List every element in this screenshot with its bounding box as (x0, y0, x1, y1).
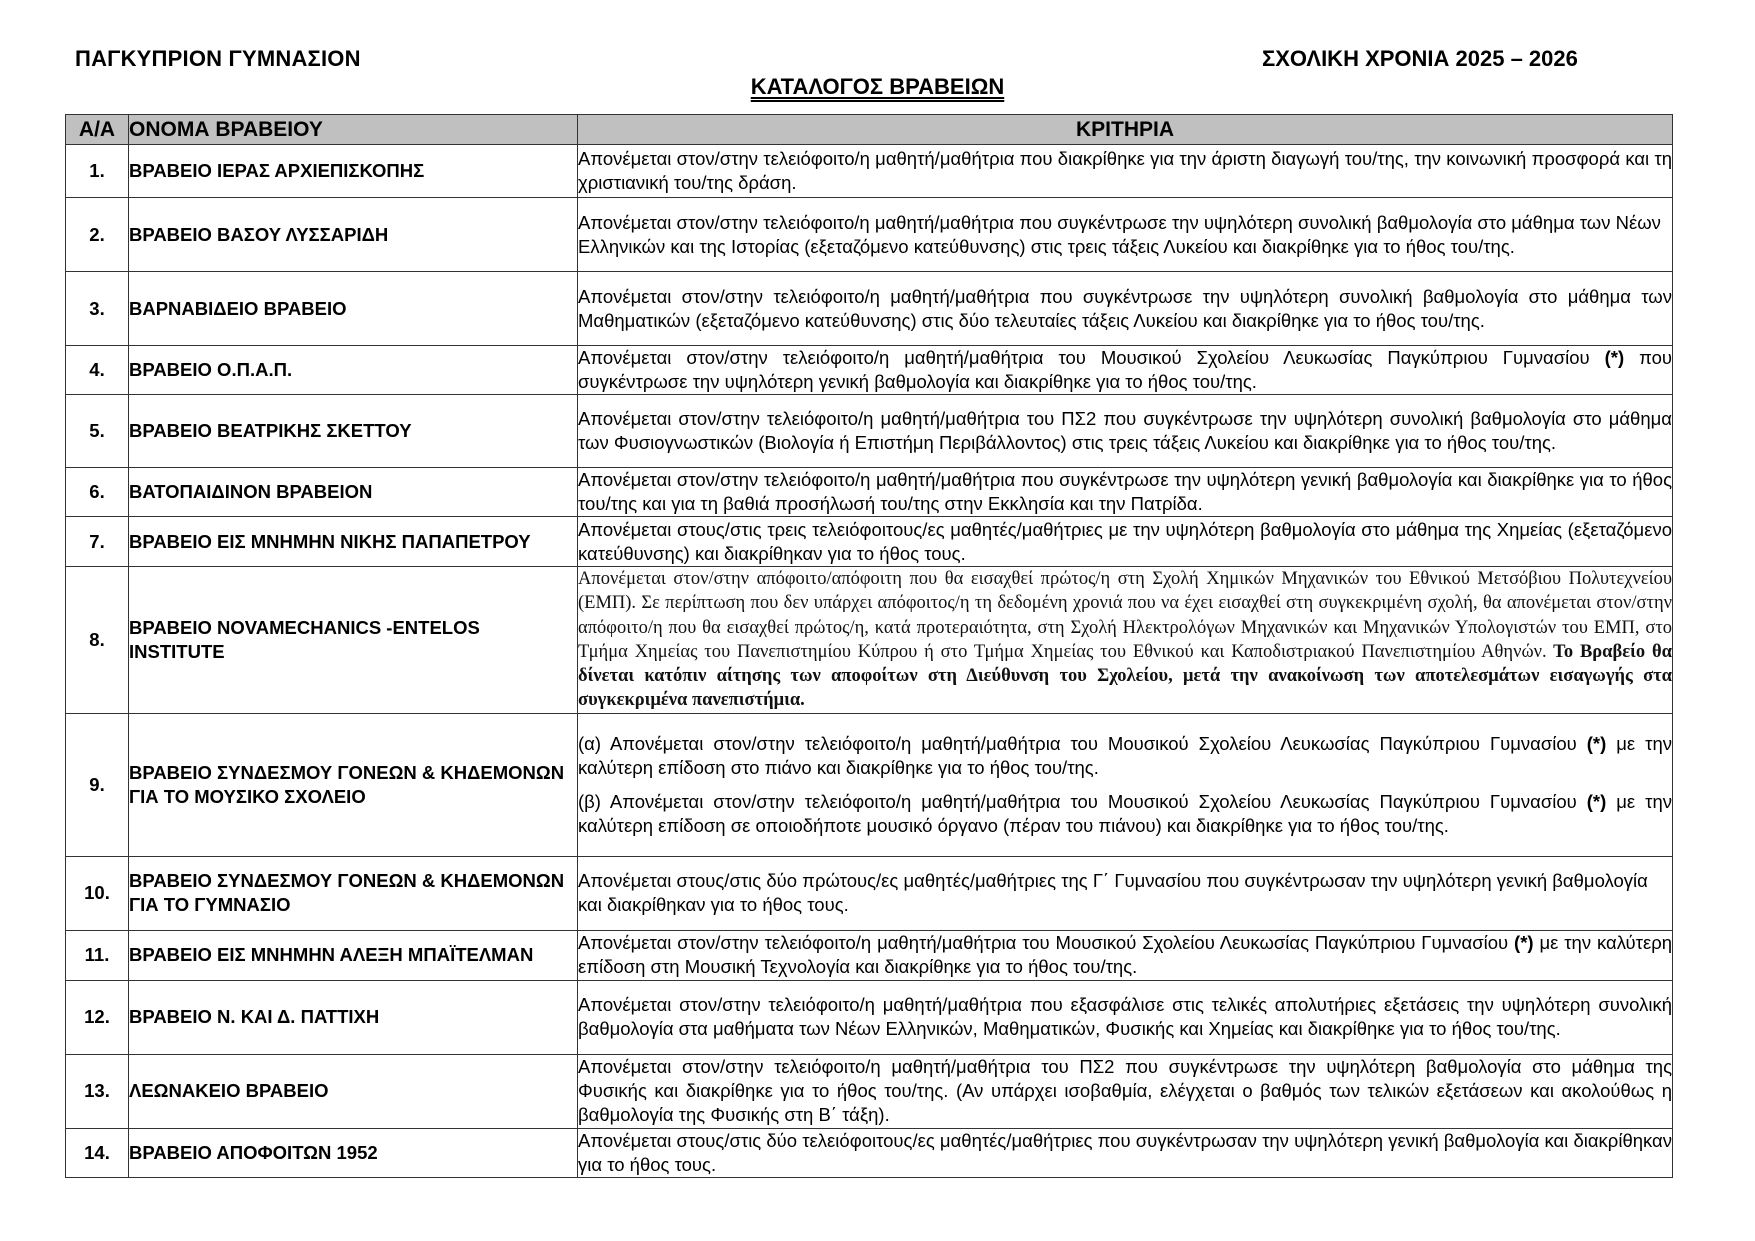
criteria-text: με την καλύτερη επίδοση στη Μουσική Τεχνολογία και διακρίθηκε για το ήθος του/της. (578, 932, 1673, 978)
criteria-text: (β) Απονέμεται στον/στην τελειόφοιτο/η μαθητή/μαθήτρια του Μουσικού Σχολείου Λευκωσίας Παγκύπριου Γυμνασίου (578, 790, 1587, 812)
award-criteria: Απονέμεται στον/στην τελειόφοιτο/η μαθητή/μαθήτρια που συγκέντρωσε την υψηλότερη συνολική βαθμολογία στο μάθημα των Μαθηματικών (εξεταζόμενο κατεύθυνσης) στις δύο τελευταίες τάξεις Λυκείου και διακρίθηκε για το ήθος του/της. (578, 272, 1673, 346)
table-row (66, 980, 1673, 1054)
row-number: 2. (66, 198, 129, 272)
row-number: 4. (66, 346, 129, 395)
column-header-criteria: ΚΡΙΤΗΡΙΑ (578, 115, 1673, 145)
criteria-part-a (578, 732, 1672, 780)
table-row (66, 145, 1673, 198)
table-row (66, 713, 1673, 856)
award-name: ΒΡΑΒΕΙΟ ΙΕΡΑΣ ΑΡΧΙΕΠΙΣΚΟΠΗΣ (129, 145, 578, 198)
award-criteria: Απονέμεται στον/στην τελειόφοιτο/η μαθητή/μαθήτρια που διακρίθηκε για την άριστη διαγωγή του/της, την κοινωνική προσφορά και τη χριστιανική του/της δράση. (578, 145, 1673, 198)
award-name: ΒΑΤΟΠΑΙΔΙΝΟΝ ΒΡΑΒΕΙΟΝ (129, 468, 578, 517)
award-criteria (578, 567, 1673, 714)
footnote-asterisk: (*) (1514, 932, 1534, 954)
row-number: 12. (66, 980, 129, 1054)
award-criteria (578, 713, 1673, 856)
table-row (66, 930, 1673, 980)
row-number: 14. (66, 1128, 129, 1177)
document-title (0, 74, 1755, 100)
table-header-row (66, 115, 1673, 145)
column-header-number: Α/Α (66, 115, 129, 145)
criteria-text: Απονέμεται στον/στην τελειόφοιτο/η μαθητή/μαθήτρια του Μουσικού Σχολείου Λευκωσίας Παγκύπριου Γυμνασίου (578, 347, 1605, 368)
table-row (66, 468, 1673, 517)
award-name: ΒΡΑΒΕΙΟ ΑΠΟΦΟΙΤΩΝ 1952 (129, 1128, 578, 1177)
criteria-text: Απονέμεται στον/στην τελειόφοιτο/η μαθητή/μαθήτρια του Μουσικού Σχολείου Λευκωσίας Παγκύπριου Γυμνασίου (578, 932, 1515, 954)
criteria-text: που συγκέντρωσε την υψηλότερη γενική βαθμολογία και διακρίθηκε για το ήθος του/της. (578, 347, 1672, 392)
footnote-asterisk: (*) (1586, 790, 1607, 812)
award-name: ΒΡΑΒΕΙΟ ΕΙΣ ΜΝΗΜΗΝ ΝΙΚΗΣ ΠΑΠΑΠΕΤΡΟΥ (129, 517, 578, 567)
award-criteria (578, 346, 1673, 395)
award-criteria: Απονέμεται στον/στην τελειόφοιτο/η μαθητή/μαθήτρια του ΠΣ2 που συγκέντρωσε την υψηλότερη συνολική βαθμολογία στο μάθημα των Φυσιογνωστικών (Βιολογία ή Επιστήμη Περιβάλλοντος) στις τρεις τάξεις Λυκείου και διακρίθηκε για το ήθος του/της. (578, 395, 1673, 468)
row-number: 10. (66, 856, 129, 930)
row-number: 9. (66, 713, 129, 856)
table-row (66, 346, 1673, 395)
awards-table (65, 114, 1673, 1178)
criteria-part-b (578, 790, 1672, 838)
table-row (66, 1128, 1673, 1177)
row-number: 6. (66, 468, 129, 517)
table-row (66, 395, 1673, 468)
row-number: 1. (66, 145, 129, 198)
row-number: 7. (66, 517, 129, 567)
award-criteria: Απονέμεται στον/στην τελειόφοιτο/η μαθητή/μαθήτρια του ΠΣ2 που συγκέντρωσε την υψηλότερη βαθμολογία στο μάθημα της Φυσικής και διακρίθηκε για το ήθος του/της. (Αν υπάρχει ισοβαθμία, ελέγχεται ο βαθμός των τελικών εξετάσεων και ακολούθως η βαθμολογία της Φυσικής στη Β΄ τάξη). (578, 1054, 1673, 1128)
criteria-text: Απονέμεται στον/στην απόφοιτο/απόφοιτη που θα εισαχθεί πρώτος/η στη Σχολή Χημικών Μηχανικών του Εθνικού Μετσόβιου Πολυτεχνείου (ΕΜΠ). Σε περίπτωση που δεν υπάρχει απόφοιτος/η τη δεδομένη χρονιά που να έχει εισαχθεί στη συγκεκριμένη σχολή, θα απονέμεται στον/στην απόφοιτο/η που θα εισαχθεί πρώτος/η, κατά προτεραιότητα, στη Σχολή Ηλεκτρολόγων Μηχανικών και Μηχανικών Υπολογιστών του ΕΜΠ, στο Τμήμα Χημείας του Πανεπιστημίου Κύπρου ή στο Τμήμα Χημείας του Εθνικού και Καποδιστριακού Πανεπιστημίου Αθηνών. (578, 569, 1672, 662)
award-name: ΛΕΩΝΑΚΕΙΟ ΒΡΑΒΕΙΟ (129, 1054, 578, 1128)
school-year: ΣΧΟΛΙΚΗ ΧΡΟΝΙΑ 2025 – 2026 (1262, 46, 1578, 71)
award-name: ΒΡΑΒΕΙΟ ΣΥΝΔΕΣΜΟΥ ΓΟΝΕΩΝ & ΚΗΔΕΜΟΝΩΝ ΓΙΑ ΤΟ ΓΥΜΝΑΣΙΟ (129, 856, 578, 930)
award-criteria: Απονέμεται στον/στην τελειόφοιτο/η μαθητή/μαθήτρια που συγκέντρωσε την υψηλότερη γενική βαθμολογία και διακρίθηκε για το ήθος του/της και για τη βαθιά προσήλωσή του/της στην Εκκλησία και την Πατρίδα. (578, 468, 1673, 517)
award-criteria: Απονέμεται στον/στην τελειόφοιτο/η μαθητή/μαθήτρια που εξασφάλισε στις τελικές απολυτήριες εξετάσεις την υψηλότερη συνολική βαθμολογία στα μαθήματα των Νέων Ελληνικών, Μαθηματικών, Φυσικής και Χημείας και διακρίθηκε για το ήθος του/της. (578, 980, 1673, 1054)
document-title-text: ΚΑΤΑΛΟΓΟΣ ΒΡΑΒΕΙΩΝ (750, 74, 1005, 99)
table-row (66, 1054, 1673, 1128)
table-row (66, 856, 1673, 930)
criteria-text: (α) Απονέμεται στον/στην τελειόφοιτο/η μαθητή/μαθήτρια του Μουσικού Σχολείου Λευκωσίας Παγκύπριου Γυμνασίου (578, 732, 1587, 754)
table-row (66, 272, 1673, 346)
criteria-text: με την καλύτερη επίδοση σε οποιοδήποτε μουσικό όργανο (πέραν του πιάνου) και διακρίθηκε για το ήθος του/της. (578, 790, 1672, 836)
award-name: ΒΡΑΒΕΙΟ NOVAMECHANICS -ENTELOS INSTITUTE (129, 567, 578, 714)
row-number: 3. (66, 272, 129, 346)
award-name: ΒΑΡΝΑΒΙΔΕΙΟ ΒΡΑΒΕΙΟ (129, 272, 578, 346)
school-name: ΠΑΓΚΥΠΡΙΟΝ ΓΥΜΝΑΣΙΟΝ (75, 46, 361, 71)
award-criteria: Απονέμεται στους/στις τρεις τελειόφοιτους/ες μαθητές/μαθήτριες με την υψηλότερη βαθμολογία στο μάθημα της Χημείας (εξεταζόμενο κατεύθυνσης) και διακρίθηκαν για το ήθος τους. (578, 517, 1673, 567)
award-criteria: Απονέμεται στους/στις δύο τελειόφοιτους/ες μαθητές/μαθήτριες που συγκέντρωσαν την υψηλότερη γενική βαθμολογία και διακρίθηκαν για το ήθος τους. (578, 1128, 1673, 1177)
award-name: ΒΡΑΒΕΙΟ Ο.Π.Α.Π. (129, 346, 578, 395)
award-criteria (578, 930, 1673, 980)
table-row (66, 517, 1673, 567)
table-row (66, 567, 1673, 714)
award-criteria: Απονέμεται στον/στην τελειόφοιτο/η μαθητή/μαθήτρια που συγκέντρωσε την υψηλότερη συνολική βαθμολογία στο μάθημα των Νέων Ελληνικών και της Ιστορίας (εξεταζόμενο κατεύθυνσης) στις τρεις τάξεις Λυκείου και διακρίθηκε για το ήθος του/της. (578, 198, 1673, 272)
row-number: 8. (66, 567, 129, 714)
table-row (66, 198, 1673, 272)
row-number: 11. (66, 930, 129, 980)
award-name: ΒΡΑΒΕΙΟ ΣΥΝΔΕΣΜΟΥ ΓΟΝΕΩΝ & ΚΗΔΕΜΟΝΩΝ ΓΙΑ ΤΟ ΜΟΥΣΙΚΟ ΣΧΟΛΕΙΟ (129, 713, 578, 856)
footnote-asterisk: (*) (1586, 732, 1607, 754)
column-header-award-name: ΟΝΟΜΑ ΒΡΑΒΕΙΟΥ (129, 115, 578, 145)
award-name: ΒΡΑΒΕΙΟ ΕΙΣ ΜΝΗΜΗΝ ΑΛΕΞΗ ΜΠΑΪΤΕΛΜΑΝ (129, 930, 578, 980)
award-name: ΒΡΑΒΕΙΟ Ν. ΚΑΙ Δ. ΠΑΤΤΙΧΗ (129, 980, 578, 1054)
row-number: 13. (66, 1054, 129, 1128)
award-name: ΒΡΑΒΕΙΟ ΒΑΣΟΥ ΛΥΣΣΑΡΙΔΗ (129, 198, 578, 272)
criteria-text: με την καλύτερη επίδοση στο πιάνο και διακρίθηκε για το ήθος του/της. (578, 732, 1672, 778)
criteria-note-bold: Το Βραβείο θα δίνεται κατόπιν αίτησης των αποφοίτων στη Διεύθυνση του Σχολείου, μετά την ανακοίνωση των αποτελεσμάτων εισαγωγής στα συγκεκριμένα πανεπιστήμια. (578, 641, 1673, 711)
row-number: 5. (66, 395, 129, 468)
award-criteria: Απονέμεται στους/στις δύο πρώτους/ες μαθητές/μαθήτριες της Γ΄ Γυμνασίου που συγκέντρωσαν την υψηλότερη γενική βαθμολογία και διακρίθηκαν για το ήθος τους. (578, 856, 1673, 930)
award-name: ΒΡΑΒΕΙΟ ΒΕΑΤΡΙΚΗΣ ΣΚΕΤΤΟΥ (129, 395, 578, 468)
footnote-asterisk: (*) (1604, 347, 1625, 368)
